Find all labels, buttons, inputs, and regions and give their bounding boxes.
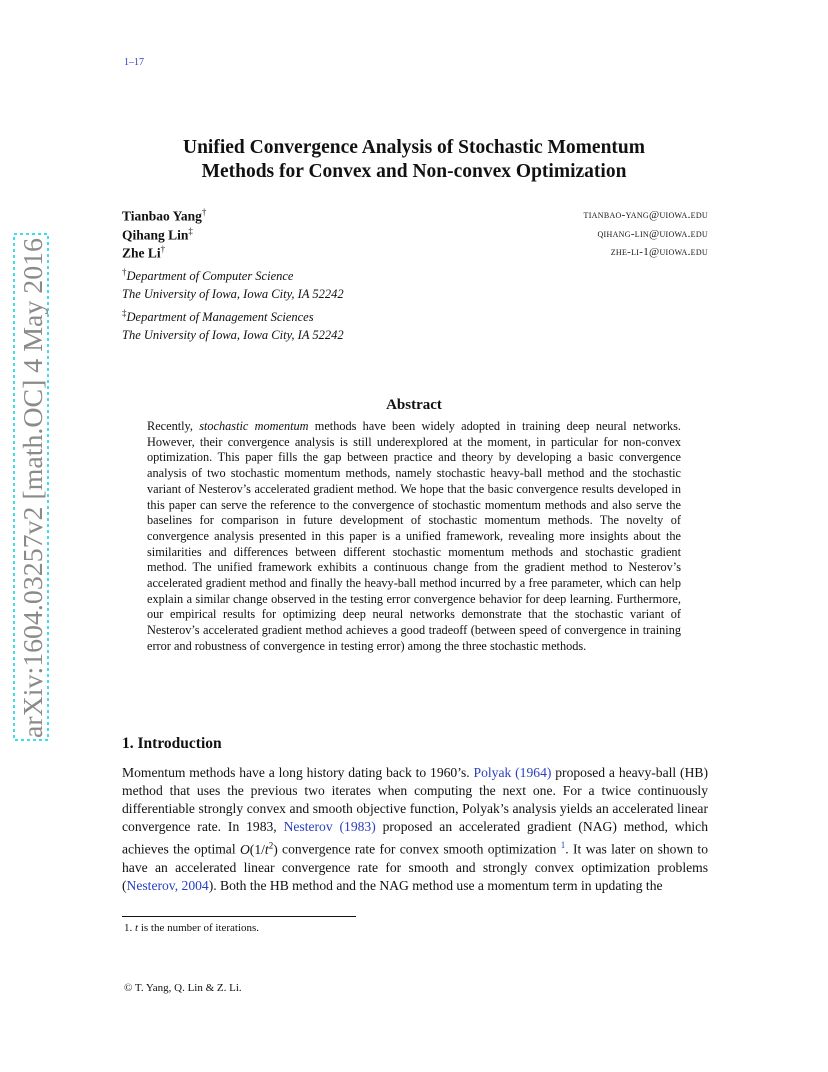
title-line-2: Methods for Convex and Non-convex Optimization [201,161,627,182]
abstract-text: Recently, stochastic momentum methods have been widely adopted in training deep neural networks. However, their convergence analysis is still underexplored at the moment, in particular for non-convex optimization. This paper fills the gap between practice and theory by developing a basic convergence analysis of two stochastic momentum methods, namely stochastic heavy-ball method and the stochastic variant of Nesterov’s accelerated gradient method. We hope that the basic convergence results developed in this paper can serve the reference to the convergence of stochastic momentum methods and also serve the baselines for comparison in future development of stochastic momentum methods. The novelty of convergence analysis presented in this paper is a unified framework, revealing more insights about the similarities and differences between different stochastic momentum methods and stochastic gradient method. The unified framework exhibits a continuous change from the gradient method to Nesterov’s accelerated gradient method and finally the heavy-ball method incurred by a free parameter, which can help explain a similar change observed in the testing error convergence behavior for deep learning. Furthermore, our empirical results for optimizing deep neural networks demonstrate that the stochastic variant of Nesterov’s accelerated gradient method achieves a good tradeoff (between speed of convergence in training error and robustness of convergence in testing error) among the three stochastic methods. [147,419,681,653]
footnote-ref[interactable]: 1 [560,840,566,851]
footnote: 1. t is the number of iterations. [124,922,260,934]
author-email[interactable]: zhe-li-1@uiowa.edu [610,246,708,258]
affiliation-dept: ‡Department of Management Sciences [122,307,314,324]
paper-title [100,136,728,184]
footnote-rule [122,916,356,917]
citation-link[interactable]: Nesterov (1983) [283,819,376,835]
author-row [122,244,708,263]
author-name: Qihang Lin‡ [122,225,193,242]
citation-link[interactable]: Polyak (1964) [473,765,552,780]
copyright-icon: © [124,982,133,994]
arxiv-watermark [10,232,50,742]
author-email[interactable]: tianbao-yang@uiowa.edu [583,209,708,221]
author-block [122,207,708,263]
author-row [122,226,708,245]
citation-link[interactable]: Nesterov, 2004 [126,878,209,894]
author-name: Zhe Li† [122,244,166,261]
copyright: © T. Yang, Q. Lin & Z. Li. [124,982,242,994]
affiliations [122,263,344,345]
page-range[interactable]: 1–17 [124,57,144,68]
affiliation-univ: The University of Iowa, Iowa City, IA 52242 [122,328,344,343]
title-line-1: Unified Convergence Analysis of Stochastic Momentum [182,137,645,158]
author-row [122,207,708,226]
math-expression: $O(1/t^2)$ [239,840,278,857]
affiliation-univ: The University of Iowa, Iowa City, IA 52242 [122,287,344,302]
section-heading: 1. Introduction [122,735,222,752]
affiliation-dept: †Department of Computer Science [122,267,294,284]
author-name: Tianbao Yang† [122,207,207,224]
author-email[interactable]: qihang-lin@uiowa.edu [597,227,708,240]
abstract-heading: Abstract [386,397,442,413]
arxiv-id: arXiv:1604.03257v2 [math.OC] 4 May 2016 [18,253,48,738]
intro-paragraph: Momentum methods have a long history dating back to 1960’s. Polyak (1964) proposed a heavy-ball (HB) method that uses the previous two iterates when computing the next one. For a twice continuously differentiable strongly convex and smooth objective function, Polyak’s analysis yields an accelerated linear convergence rate. In 1983, Nesterov (1983) proposed an accelerated gradient (NAG) method, which achieves the optimal $O(1/t^2)$ convergence rate for convex smooth optimization $^1$. It was later on shown to have an accelerated linear convergence rate for smooth and strongly convex optimization problems (Nesterov, 2004). Both the HB method and the NAG method use a momentum term in updating the [122,765,708,894]
